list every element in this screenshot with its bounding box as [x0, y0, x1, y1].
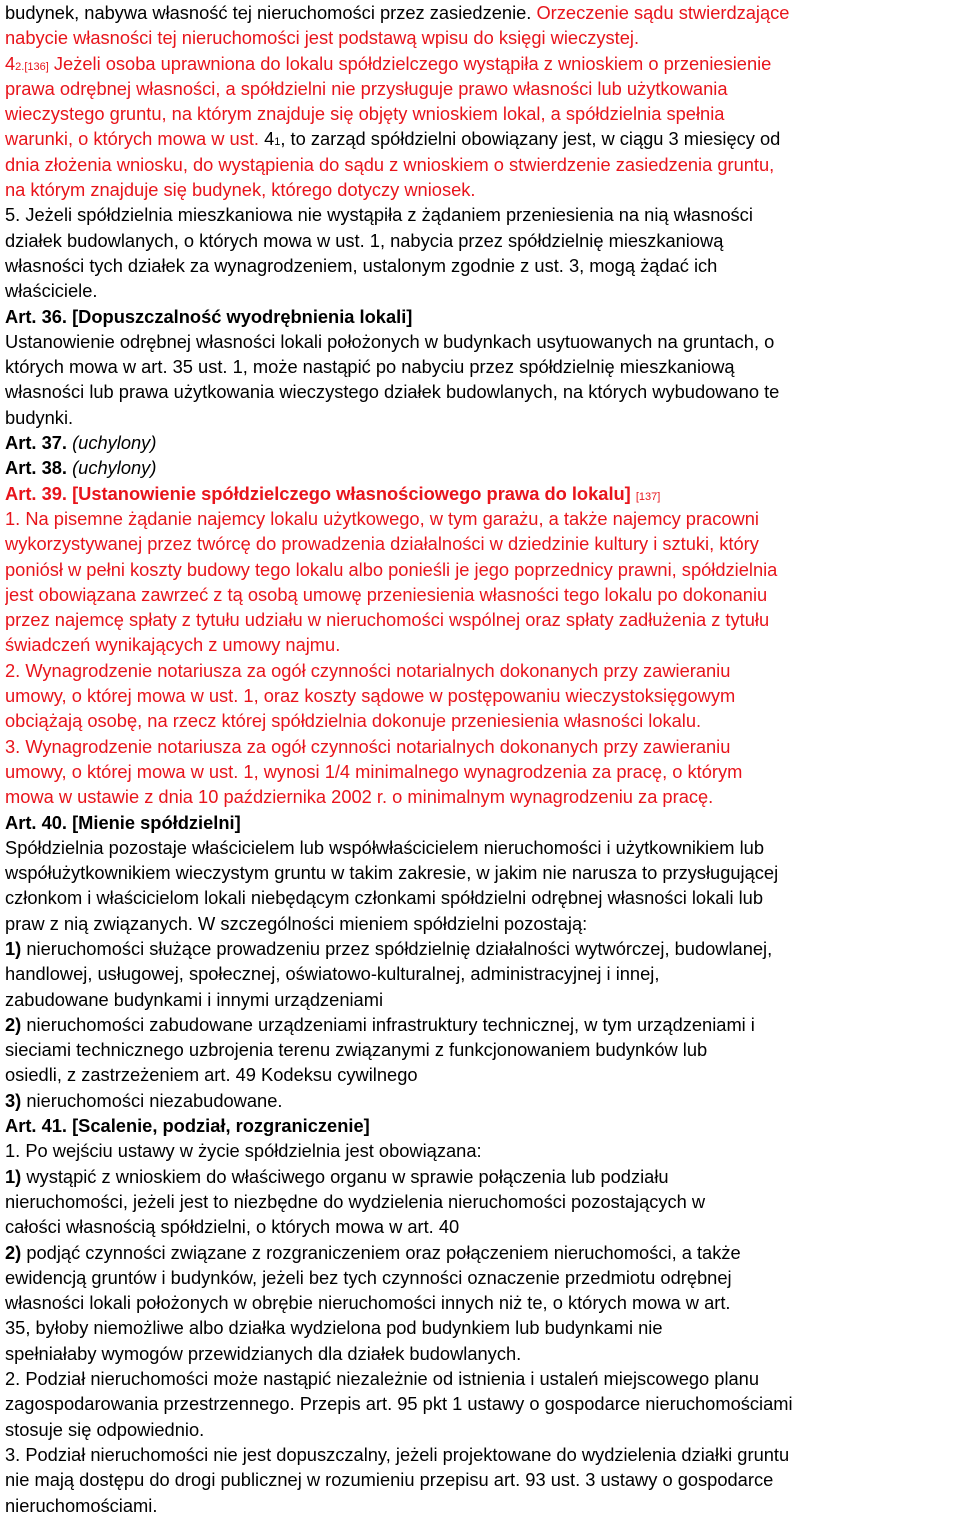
text-line: zagospodarowania przestrzennego. Przepis art. 95 pkt 1 ustawy o gospodarce nieruchomościami	[5, 1393, 793, 1415]
text-line: nieruchomości, jeżeli jest to niezbędne do wydzielenia nieruchomości pozostających w	[5, 1190, 706, 1212]
text-line: przez najemcę spłaty z tytułu udziału w nieruchomości wspólnej oraz spłaty zadłużenia z tytułu	[5, 609, 770, 631]
text-line: handlowej, usługowej, społecznej, oświatowo-kulturalnej, administracyjnej i innej,	[5, 963, 660, 985]
article-heading: Art. 37. (uchylony)	[5, 432, 157, 454]
text-line: sieciami technicznego uzbrojenia terenu związanymi z funkcjonowaniem budynków lub	[5, 1039, 708, 1061]
text-line: Spółdzielnia pozostaje właścicielem lub współwłaścicielem nieruchomości i użytkownikiem lub	[5, 836, 764, 858]
text-line: Ustanowienie odrębnej własności lokali położonych w budynkach usytuowanych na gruntach, o	[5, 330, 775, 352]
text-line: obciążają osobę, na rzecz której spółdzielnia dokonuje przeniesienia własności lokalu.	[5, 710, 702, 732]
article-heading: Art. 36. [Dopuszczalność wyodrębnienia lokali]	[5, 305, 413, 327]
text-line: 5. Jeżeli spółdzielnia mieszkaniowa nie wystąpiła z żądaniem przeniesienia na nią własności	[5, 204, 753, 226]
text-line: nieruchomościami.	[5, 1494, 158, 1516]
text-line: mowa w ustawie z dnia 10 października 2002 r. o minimalnym wynagrodzeniu za pracę.	[5, 786, 714, 808]
text-line: 1. Po wejściu ustawy w życie spółdzielnia jest obowiązana:	[5, 1140, 482, 1162]
text-line: własności lub prawa użytkowania wieczystego działek budowlanych, na których wybudowano te	[5, 381, 780, 403]
text-line: nie mają dostępu do drogi publicznej w rozumieniu przepisu art. 93 ust. 3 ustawy o gospodarce	[5, 1469, 774, 1491]
text-line: całości własnością spółdzielni, o których mowa w art. 40	[5, 1216, 460, 1238]
text-line: wieczystego gruntu, na którym znajduje się objęty wnioskiem lokal, a spółdzielnia spełnia	[5, 103, 725, 125]
text-line: osiedli, z zastrzeżeniem art. 49 Kodeksu cywilnego	[5, 1064, 418, 1086]
text-line: własności lokali położonych w obrębie nieruchomości innych niż te, o których mowa w art.	[5, 1292, 731, 1314]
text-line: 1. Na pisemne żądanie najemcy lokalu użytkowego, w tym garażu, a także najemcy pracowni	[5, 507, 759, 529]
text-line: umowy, o której mowa w ust. 1, oraz koszty sądowe w postępowaniu wieczystoksięgowym	[5, 685, 736, 707]
text-line: 3. Podział nieruchomości nie jest dopuszczalny, jeżeli projektowane do wydzielenia działki gruntu	[5, 1443, 790, 1465]
text-line: dnia złożenia wniosku, do wystąpienia do sądu z wnioskiem o stwierdzenie zasiedzenia gruntu,	[5, 153, 775, 175]
text-line: prawa odrębnej własności, a spółdzielni nie przysługuje prawo własności lub użytkowania	[5, 77, 728, 99]
text-line: 3. Wynagrodzenie notariusza za ogół czynności notarialnych dokonanych przy zawieraniu	[5, 735, 731, 757]
text-line: na którym znajduje się budynek, którego dotyczy wniosek.	[5, 179, 476, 201]
article-heading: Art. 40. [Mienie spółdzielni]	[5, 811, 241, 833]
text-line: jest obowiązana zawrzeć z tą osobą umowę przeniesienia własności tego lokalu po dokonaniu	[5, 583, 768, 605]
text-line: działek budowlanych, o których mowa w ust. 1, nabycia przez spółdzielnię mieszkaniową	[5, 229, 724, 251]
list-item: 2) nieruchomości zabudowane urządzeniami infrastruktury technicznej, w tym urządzeniami i	[5, 1013, 755, 1035]
footnote-ref: [137]	[635, 490, 661, 503]
text-line: 42.[136] Jeżeli osoba uprawniona do lokalu spółdzielczego wystąpiła z wnioskiem o przeniesienie	[5, 52, 772, 74]
list-item: 2) podjąć czynności związane z rozgraniczeniem oraz połączeniem nieruchomości, a także	[5, 1241, 741, 1263]
text-line: spełniałaby wymogów przewidzianych dla działek budowlanych.	[5, 1342, 522, 1364]
footnote-ref: [136]	[24, 60, 49, 73]
text-line: 2. Wynagrodzenie notariusza za ogół czynności notarialnych dokonanych przy zawieraniu	[5, 659, 731, 681]
text-line: właściciele.	[5, 280, 98, 302]
text-line: współużytkownikiem wieczystym gruntu w takim zakresie, w jakim nie narusza to przysługującej	[5, 862, 779, 884]
text-line: nabycie własności tej nieruchomości jest podstawą wpisu do księgi wieczystej.	[5, 27, 640, 49]
list-item: 3) nieruchomości niezabudowane.	[5, 1089, 283, 1111]
text-line: świadczeń wynikających z umowy najmu.	[5, 634, 341, 656]
list-item: 1) nieruchomości służące prowadzeniu przez spółdzielnię działalności wytwórczej, budowlanej,	[5, 937, 773, 959]
text-line: zabudowane budynkami i innymi urządzeniami	[5, 988, 384, 1010]
article-heading: Art. 38. (uchylony)	[5, 457, 157, 479]
text-line: budynki.	[5, 406, 74, 428]
text-line: wykorzystywanej przez twórcę do prowadzenia działalności w dziedzinie kultury i sztuki, który	[5, 533, 759, 555]
text-line: poniósł w pełni koszty budowy tego lokalu albo ponieśli je jego poprzednicy prawni, spółdzielnia	[5, 558, 778, 580]
text-line: umowy, o której mowa w ust. 1, wynosi 1/4 minimalnego wynagrodzenia za pracę, o którym	[5, 760, 743, 782]
article-heading: Art. 41. [Scalenie, podział, rozgraniczenie]	[5, 1115, 370, 1137]
text-line: ewidencją gruntów i budynków, jeżeli bez tych czynności oznaczenie przedmiotu odrębnej	[5, 1266, 732, 1288]
text-line: których mowa w art. 35 ust. 1, może nastąpić po nabyciu przez spółdzielnię mieszkaniową	[5, 356, 735, 378]
text-line: 35, byłoby niemożliwe albo działka wydzielona pod budynkiem lub budynkami nie	[5, 1317, 663, 1339]
article-heading: Art. 39. [Ustanowienie spółdzielczego własnościowego prawa do lokalu] [137]	[5, 482, 661, 504]
text-line: budynek, nabywa własność tej nieruchomości przez zasiedzenie. Orzeczenie sądu stwierdzające	[5, 2, 790, 23]
text-line: własności tych działek za wynagrodzeniem, ustalonym zgodnie z ust. 3, mogą żądać ich	[5, 254, 718, 276]
text-line: warunki, o których mowa w ust. 41, to zarząd spółdzielni obowiązany jest, w ciągu 3 miesięcy od	[5, 128, 781, 150]
list-item: 1) wystąpić z wnioskiem do właściwego organu w sprawie połączenia lub podziału	[5, 1165, 669, 1187]
text-line: 2. Podział nieruchomości może nastąpić niezależnie od istnienia i ustaleń miejscowego planu	[5, 1368, 760, 1390]
text-line: stosuje się odpowiednio.	[5, 1418, 205, 1440]
text-line: członkom i właścicielom lokali niebędącym członkami spółdzielni odrębnej własności lokali lub	[5, 887, 763, 909]
text-line: praw z nią związanych. W szczególności mieniem spółdzielni pozostają:	[5, 912, 588, 934]
